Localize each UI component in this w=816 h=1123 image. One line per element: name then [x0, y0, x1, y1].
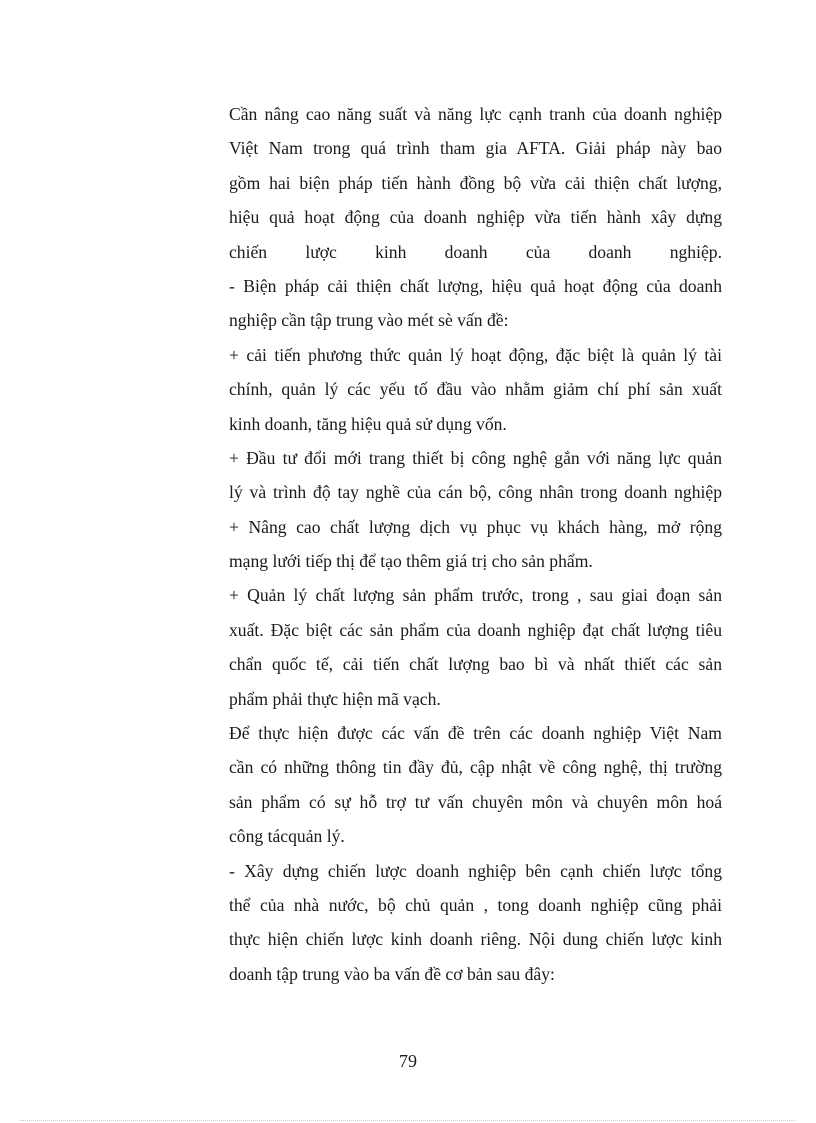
- body-text: [229, 97, 722, 991]
- text-line: - Biện pháp cải thiện chất lượng, hiệu quả hoạt động của doanh: [229, 275, 722, 296]
- text-line: + Đầu tư đổi mới trang thiết bị công nghệ gắn với năng lực quản: [229, 447, 722, 468]
- text-line: Việt Nam trong quá trình tham gia AFTA. Giải pháp này bao: [229, 138, 722, 159]
- text-line: doanh tập trung vào ba vấn đề cơ bản sau đây:: [229, 963, 555, 984]
- text-line: kinh doanh, tăng hiệu quả sử dụng vốn.: [229, 413, 507, 434]
- text-line: chiến lược kinh doanh của doanh nghiệp.: [229, 241, 722, 262]
- page-bottom-divider: [20, 1120, 796, 1121]
- page-number: 79: [399, 1051, 417, 1071]
- text-line: mạng lưới tiếp thị để tạo thêm giá trị cho sản phẩm.: [229, 551, 593, 572]
- text-line: lý và trình độ tay nghề của cán bộ, công nhân trong doanh nghiệp: [229, 482, 722, 503]
- text-line: thể của nhà nước, bộ chủ quản , tong doanh nghiệp cũng phải: [229, 894, 722, 915]
- text-line: - Xây dựng chiến lược doanh nghiệp bên cạnh chiến lược tổng: [229, 860, 722, 881]
- text-line: + Nâng cao chất lượng dịch vụ phục vụ khách hàng, mở rộng: [229, 516, 722, 537]
- text-line: cần có những thông tin đầy đủ, cập nhật về công nghệ, thị trường: [229, 757, 722, 778]
- text-line: hiệu quả hoạt động của doanh nghiệp vừa tiến hành xây dựng: [229, 207, 722, 228]
- text-line: chẩn quốc tế, cải tiến chất lượng bao bì và nhất thiết các sản: [229, 654, 722, 675]
- text-line: phẩm phải thực hiện mã vạch.: [229, 688, 441, 709]
- text-line: thực hiện chiến lược kinh doanh riêng. Nội dung chiến lược kinh: [229, 929, 722, 950]
- text-line: sản phẩm có sự hỗ trợ tư vấn chuyên môn và chuyên môn hoá: [229, 791, 722, 812]
- text-line: gồm hai biện pháp tiến hành đồng bộ vừa cải thiện chất lượng,: [229, 172, 722, 193]
- text-line: công tácquản lý.: [229, 826, 345, 847]
- text-line: Cần nâng cao năng suất và năng lực cạnh tranh của doanh nghiệp: [229, 104, 722, 124]
- text-line: xuất. Đặc biệt các sản phẩm của doanh nghiệp đạt chất lượng tiêu: [229, 619, 722, 640]
- text-line: + cải tiến phương thức quản lý hoạt động, đặc biệt là quản lý tài: [229, 344, 722, 365]
- text-line: + Quản lý chất lượng sản phẩm trước, trong , sau giai đoạn sản: [229, 585, 722, 606]
- text-line: chính, quản lý các yếu tố đầu vào nhằm giảm chí phí sản xuất: [229, 379, 722, 400]
- text-line: Để thực hiện được các vấn đề trên các doanh nghiệp Việt Nam: [229, 723, 722, 744]
- text-line: nghiệp cần tập trung vào mét sè vấn đề:: [229, 310, 509, 331]
